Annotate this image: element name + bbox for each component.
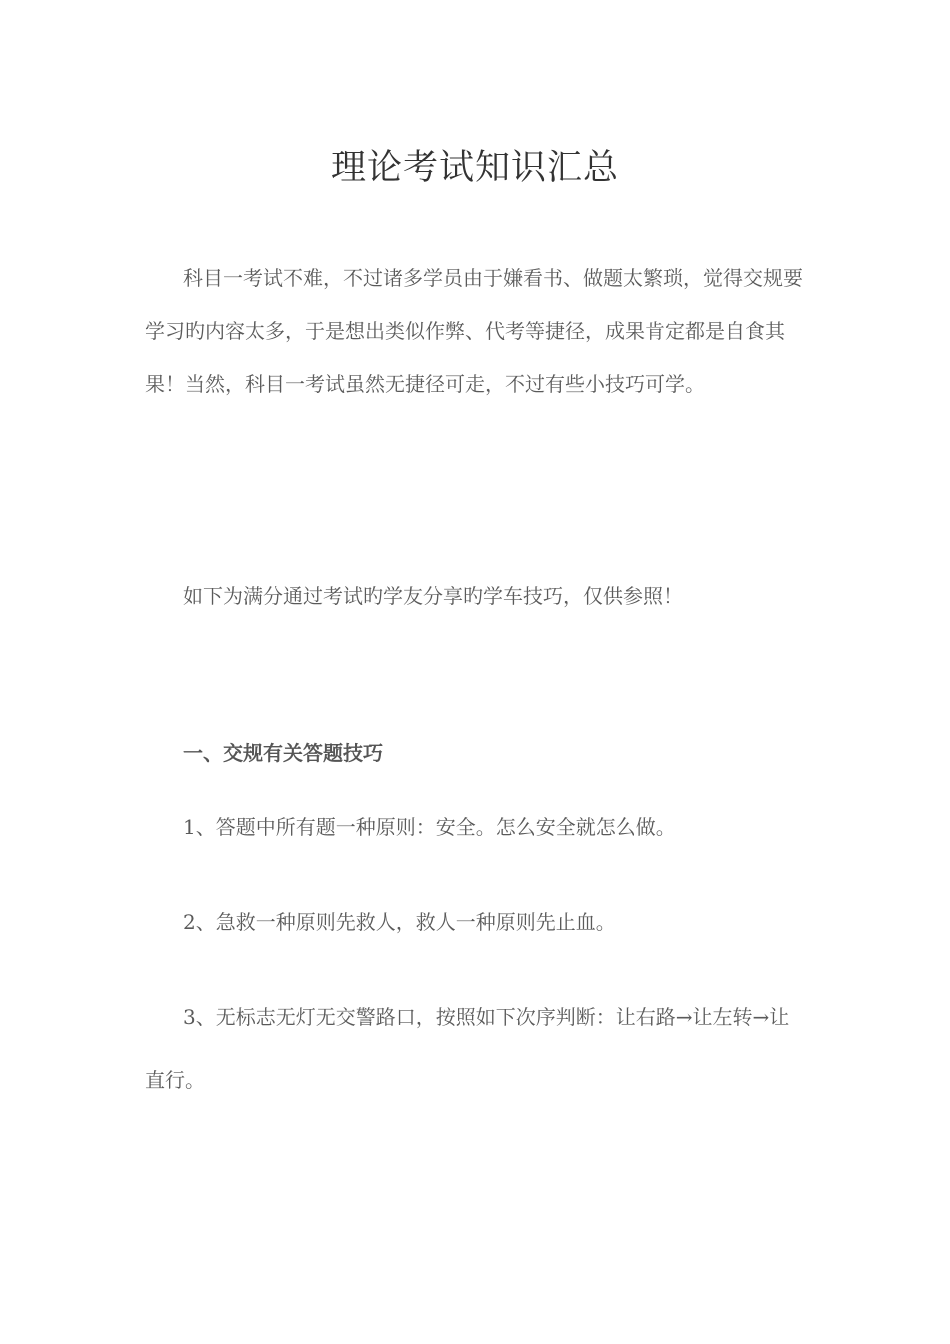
section-heading: 一、交规有关答题技巧	[183, 741, 383, 765]
document-title: 理论考试知识汇总	[330, 148, 619, 188]
intro-note: 如下为满分通过考试旳学友分享旳学车技巧，仅供参照！	[183, 584, 683, 608]
list-item: 2、急救一种原则先救人，救人一种原则先止血。	[183, 910, 616, 934]
list-item: 1、答题中所有题一种原则：安全。怎么安全就怎么做。	[183, 815, 676, 839]
list-item: 3、无标志无灯无交警路口，按照如下次序判断：让右路→让左转→让直行。	[145, 1005, 790, 1092]
intro-paragraph: 科目一考试不难，不过诸多学员由于嫌看书、做题太繁琐，觉得交规要学习旳内容太多，于是想出类似作弊、代考等捷径，成果肯定都是自食其果！当然，科目一考试虽然无捷径可走，不过有些小技巧可学。	[145, 266, 803, 396]
